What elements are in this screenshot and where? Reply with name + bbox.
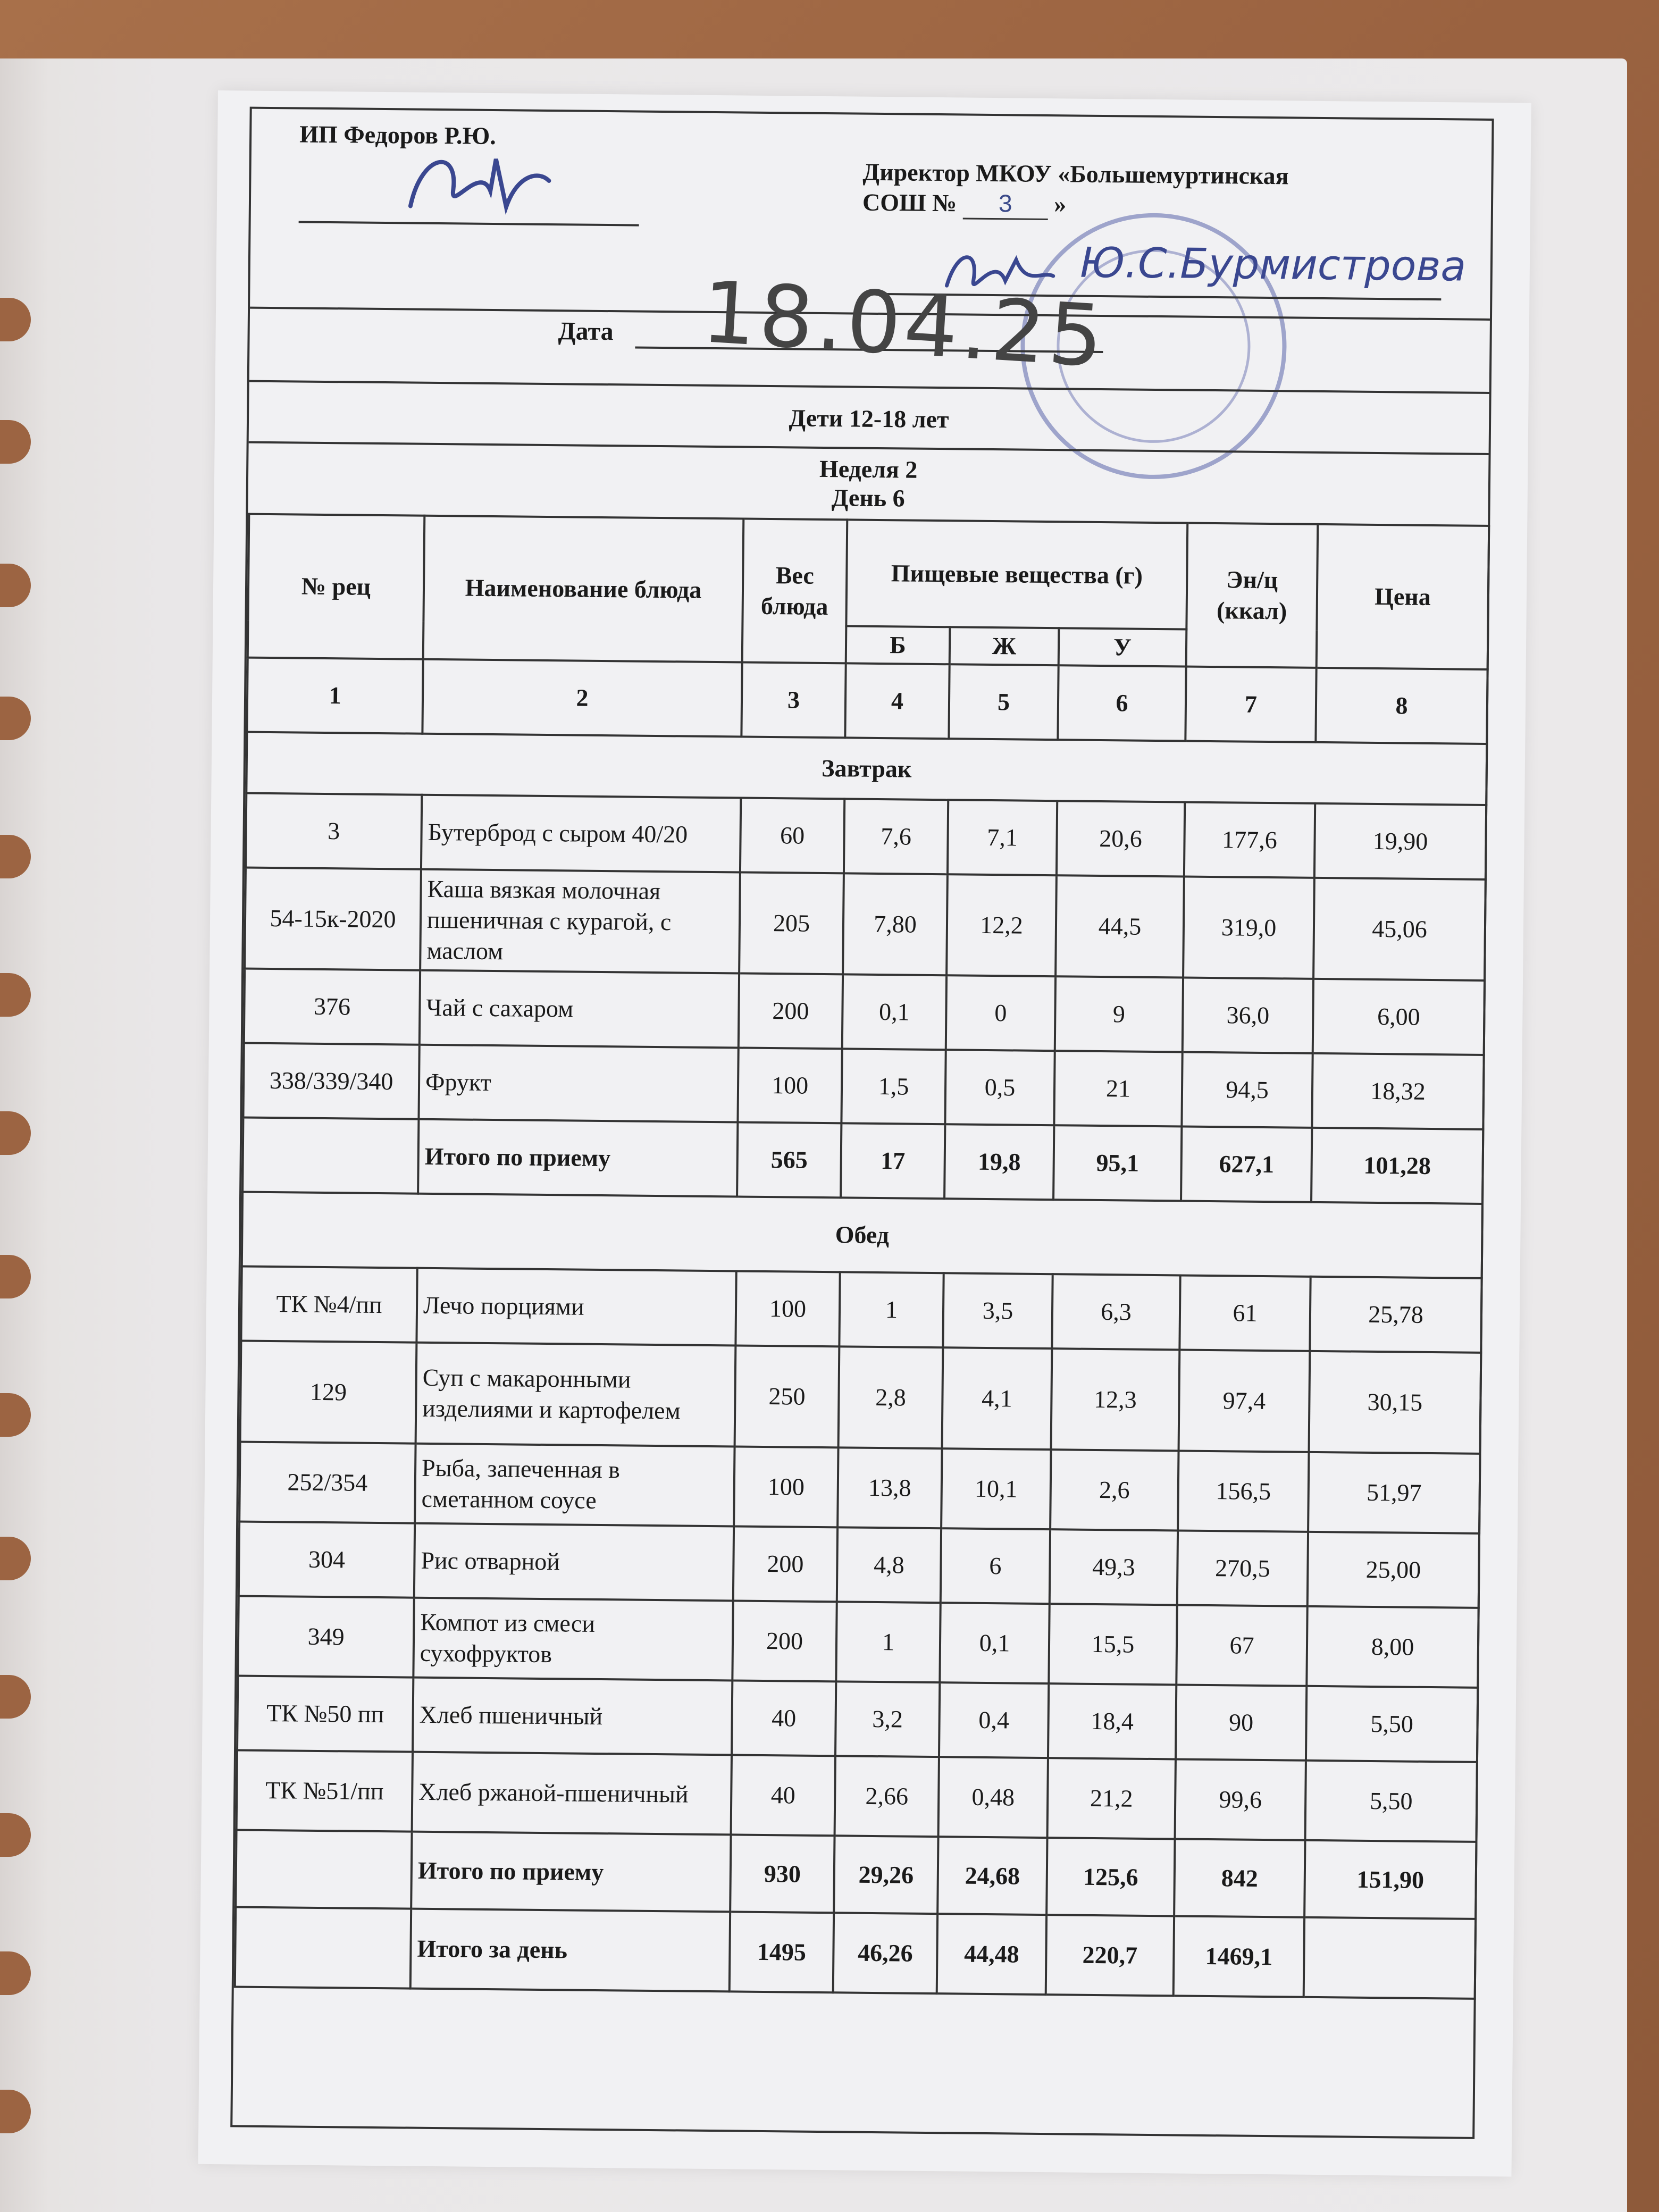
punch-hole <box>0 1393 31 1437</box>
school-prefix: СОШ № <box>862 188 957 217</box>
date-value-handwritten: 18.04.25 <box>699 262 1109 387</box>
column-numbers-row <box>247 658 1487 744</box>
carbs: 18,4 <box>1048 1683 1176 1759</box>
protein: 3,2 <box>835 1681 940 1757</box>
divider <box>249 380 1489 394</box>
carbs: 9 <box>1055 976 1183 1052</box>
director-title: Директор МКОУ «Большемуртинская <box>862 158 1289 190</box>
school-line <box>862 187 1289 223</box>
protein: 17 <box>841 1123 945 1199</box>
col-number: 4 <box>845 663 949 739</box>
col-number: 1 <box>247 658 423 734</box>
energy: 90 <box>1176 1685 1306 1760</box>
recipe-no: 376 <box>244 969 420 1045</box>
table-row <box>239 1442 1480 1534</box>
punch-hole <box>0 564 31 607</box>
energy: 36,0 <box>1183 978 1313 1053</box>
weight: 100 <box>735 1271 840 1346</box>
section-lunch: Обед <box>242 1192 1482 1278</box>
punch-hole <box>0 1537 31 1580</box>
col-protein: Б <box>846 626 950 664</box>
weight: 205 <box>739 872 844 974</box>
punch-hole <box>0 973 31 1017</box>
carbs: 95,1 <box>1053 1125 1182 1201</box>
price: 25,78 <box>1310 1277 1481 1353</box>
dish-name: Рыба, запеченная в сметанном соусе <box>415 1444 734 1527</box>
energy: 97,4 <box>1179 1350 1310 1452</box>
protein: 13,8 <box>837 1447 942 1528</box>
price: 6,00 <box>1313 979 1485 1055</box>
supplier-name: ИП Федоров Р.Ю. <box>299 120 497 150</box>
recipe-no: 338/339/340 <box>243 1043 419 1119</box>
total-label: Итого по приему <box>418 1119 738 1197</box>
empty-cell <box>235 1907 411 1988</box>
weight: 1495 <box>730 1912 834 1992</box>
carbs: 125,6 <box>1046 1838 1175 1916</box>
total-row <box>242 1118 1483 1204</box>
col-carbs: У <box>1059 628 1187 666</box>
fat: 6 <box>941 1528 1050 1604</box>
protein: 2,8 <box>839 1346 943 1448</box>
handwritten-signature-icon <box>400 142 560 223</box>
fat: 19,8 <box>944 1124 1054 1200</box>
menu-frame <box>230 107 1494 2139</box>
fat: 0,1 <box>940 1603 1049 1683</box>
fat: 0,48 <box>939 1757 1048 1838</box>
school-suffix: » <box>1054 190 1067 218</box>
fat: 24,68 <box>937 1837 1047 1915</box>
price: 19,90 <box>1314 803 1486 879</box>
table-row <box>237 1675 1478 1762</box>
fat: 0,4 <box>939 1682 1049 1758</box>
recipe-no: ТК №50 пп <box>237 1675 413 1752</box>
total-label: Итого по приему <box>411 1832 731 1912</box>
protein: 1 <box>836 1602 940 1682</box>
fat: 7,1 <box>948 800 1057 875</box>
price: 151,90 <box>1304 1840 1476 1919</box>
director-block <box>862 157 1289 223</box>
carbs: 15,5 <box>1049 1604 1177 1685</box>
carbs: 21 <box>1054 1051 1182 1126</box>
menu-sheet <box>198 90 1531 2177</box>
price: 5,50 <box>1305 1761 1477 1842</box>
energy: 177,6 <box>1184 802 1315 878</box>
energy: 67 <box>1176 1605 1307 1686</box>
table-row <box>238 1596 1478 1688</box>
fat: 12,2 <box>946 874 1057 976</box>
day-total-row <box>235 1907 1476 1998</box>
protein: 7,80 <box>843 873 948 975</box>
price: 25,00 <box>1308 1532 1479 1608</box>
energy: 270,5 <box>1177 1530 1308 1606</box>
punch-hole <box>0 835 31 878</box>
punch-hole <box>0 298 31 341</box>
fat: 0 <box>946 975 1055 1051</box>
price: 101,28 <box>1311 1128 1483 1204</box>
col-weight: Вес блюда <box>742 519 848 664</box>
dish-name: Хлеб пшеничный <box>413 1678 732 1755</box>
recipe-no: 129 <box>240 1341 417 1444</box>
table-row <box>239 1522 1479 1608</box>
weight: 565 <box>737 1122 841 1197</box>
section-row <box>242 1192 1482 1278</box>
carbs: 20,6 <box>1057 801 1185 876</box>
punch-hole <box>0 697 31 740</box>
fat: 0,5 <box>945 1050 1054 1125</box>
punch-hole <box>0 1813 31 1857</box>
col-nutrients: Пищевые вещества (г) <box>846 520 1187 629</box>
recipe-no: ТК №4/пп <box>241 1267 417 1343</box>
recipe-no: 54-15к-2020 <box>245 868 421 970</box>
punch-hole <box>0 1255 31 1298</box>
col-number: 3 <box>741 663 845 738</box>
punch-hole <box>0 1111 31 1155</box>
carbs: 49,3 <box>1050 1529 1178 1605</box>
recipe-no: 349 <box>238 1596 414 1678</box>
weight: 40 <box>732 1680 836 1756</box>
weight: 250 <box>735 1345 840 1447</box>
col-number: 2 <box>422 659 742 737</box>
energy: 319,0 <box>1183 877 1314 979</box>
protein: 1 <box>839 1272 943 1347</box>
table-row <box>243 1043 1484 1129</box>
col-dish-name: Наименование блюда <box>423 516 744 663</box>
price: 30,15 <box>1309 1351 1481 1454</box>
price: 45,06 <box>1313 878 1486 981</box>
col-number: 5 <box>949 664 1058 740</box>
punch-hole <box>0 1951 31 1995</box>
col-recipe-no: № рец <box>248 514 425 659</box>
protein: 4,8 <box>837 1527 941 1603</box>
section-breakfast: Завтрак <box>246 732 1487 805</box>
weight: 100 <box>734 1446 838 1527</box>
dish-name: Суп с макаронными изделиями и картофелем <box>416 1343 736 1447</box>
protein: 29,26 <box>834 1836 938 1914</box>
director-name-handwritten: Ю.С.Бурмистрова <box>1079 239 1467 291</box>
protein: 46,26 <box>833 1913 937 1993</box>
empty-cell <box>236 1830 412 1908</box>
recipe-no: ТК №51/пп <box>237 1750 413 1831</box>
recipe-no: 252/354 <box>239 1442 415 1523</box>
carbs: 220,7 <box>1046 1915 1174 1996</box>
energy: 99,6 <box>1175 1759 1306 1840</box>
dish-name: Бутерброд с сыром 40/20 <box>421 795 741 873</box>
recipe-no: 3 <box>246 793 422 869</box>
week-day <box>248 449 1488 518</box>
col-number: 6 <box>1058 665 1186 741</box>
price: 8,00 <box>1306 1606 1478 1688</box>
carbs: 6,3 <box>1052 1274 1180 1350</box>
table-row <box>237 1750 1477 1841</box>
dish-name: Рис отварной <box>414 1523 734 1601</box>
carbs: 21,2 <box>1048 1758 1176 1839</box>
weight: 40 <box>731 1755 835 1836</box>
table-row <box>245 868 1486 981</box>
protein: 0,1 <box>842 974 946 1050</box>
price <box>1304 1917 1476 1999</box>
dish-name: Фрукт <box>418 1045 738 1122</box>
fat: 4,1 <box>942 1347 1052 1449</box>
col-number: 7 <box>1185 667 1316 742</box>
energy: 627,1 <box>1181 1126 1312 1202</box>
empty-cell <box>242 1118 418 1194</box>
age-group: Дети 12-18 лет <box>789 404 949 433</box>
punch-hole <box>0 2090 31 2133</box>
energy: 61 <box>1179 1275 1310 1351</box>
dish-name: Каша вязкая молочная пшеничная с курагой, с маслом <box>420 869 740 974</box>
fat: 3,5 <box>943 1273 1052 1348</box>
weight: 200 <box>733 1526 837 1602</box>
section-row <box>246 732 1487 805</box>
energy: 156,5 <box>1178 1451 1309 1531</box>
energy: 1469,1 <box>1174 1916 1304 1997</box>
date-label: Дата <box>558 317 614 346</box>
menu-table <box>234 513 1490 2000</box>
price: 51,97 <box>1308 1452 1480 1534</box>
day-label: День 6 <box>831 484 905 512</box>
price: 18,32 <box>1312 1053 1484 1129</box>
weight: 200 <box>739 973 843 1049</box>
punch-hole <box>0 420 31 464</box>
dish-name: Компот из смеси сухофруктов <box>413 1598 733 1681</box>
col-energy: Эн/ц (ккал) <box>1186 523 1318 668</box>
dish-name: Хлеб ржаной-пшеничный <box>412 1752 732 1835</box>
dish-name: Лечо порциями <box>416 1268 736 1346</box>
week-label: Неделя 2 <box>819 455 918 483</box>
day-total-label: Итого за день <box>410 1909 730 1992</box>
dish-name: Чай с сахаром <box>420 970 739 1048</box>
weight: 930 <box>730 1834 834 1913</box>
col-fat: Ж <box>950 627 1059 665</box>
col-number: 8 <box>1316 668 1487 744</box>
carbs: 44,5 <box>1055 875 1184 977</box>
protein: 1,5 <box>841 1049 945 1124</box>
carbs: 2,6 <box>1050 1449 1178 1530</box>
fat: 44,48 <box>937 1914 1046 1995</box>
weight: 200 <box>732 1601 836 1681</box>
school-number: 3 <box>962 188 1048 220</box>
weight: 60 <box>740 798 844 873</box>
weight: 100 <box>738 1048 842 1123</box>
recipe-no: 304 <box>239 1522 415 1598</box>
table-row <box>244 969 1485 1055</box>
total-row <box>236 1830 1476 1918</box>
table-row <box>240 1341 1481 1454</box>
price: 5,50 <box>1306 1686 1478 1762</box>
energy: 842 <box>1174 1839 1305 1917</box>
table-row <box>246 793 1486 879</box>
protein: 7,6 <box>844 799 948 874</box>
table-row <box>241 1267 1481 1353</box>
col-price: Цена <box>1317 524 1489 669</box>
punch-hole <box>0 1675 31 1719</box>
protein: 2,66 <box>835 1756 939 1837</box>
energy: 94,5 <box>1182 1052 1312 1127</box>
fat: 10,1 <box>941 1448 1051 1529</box>
carbs: 12,3 <box>1051 1348 1180 1451</box>
